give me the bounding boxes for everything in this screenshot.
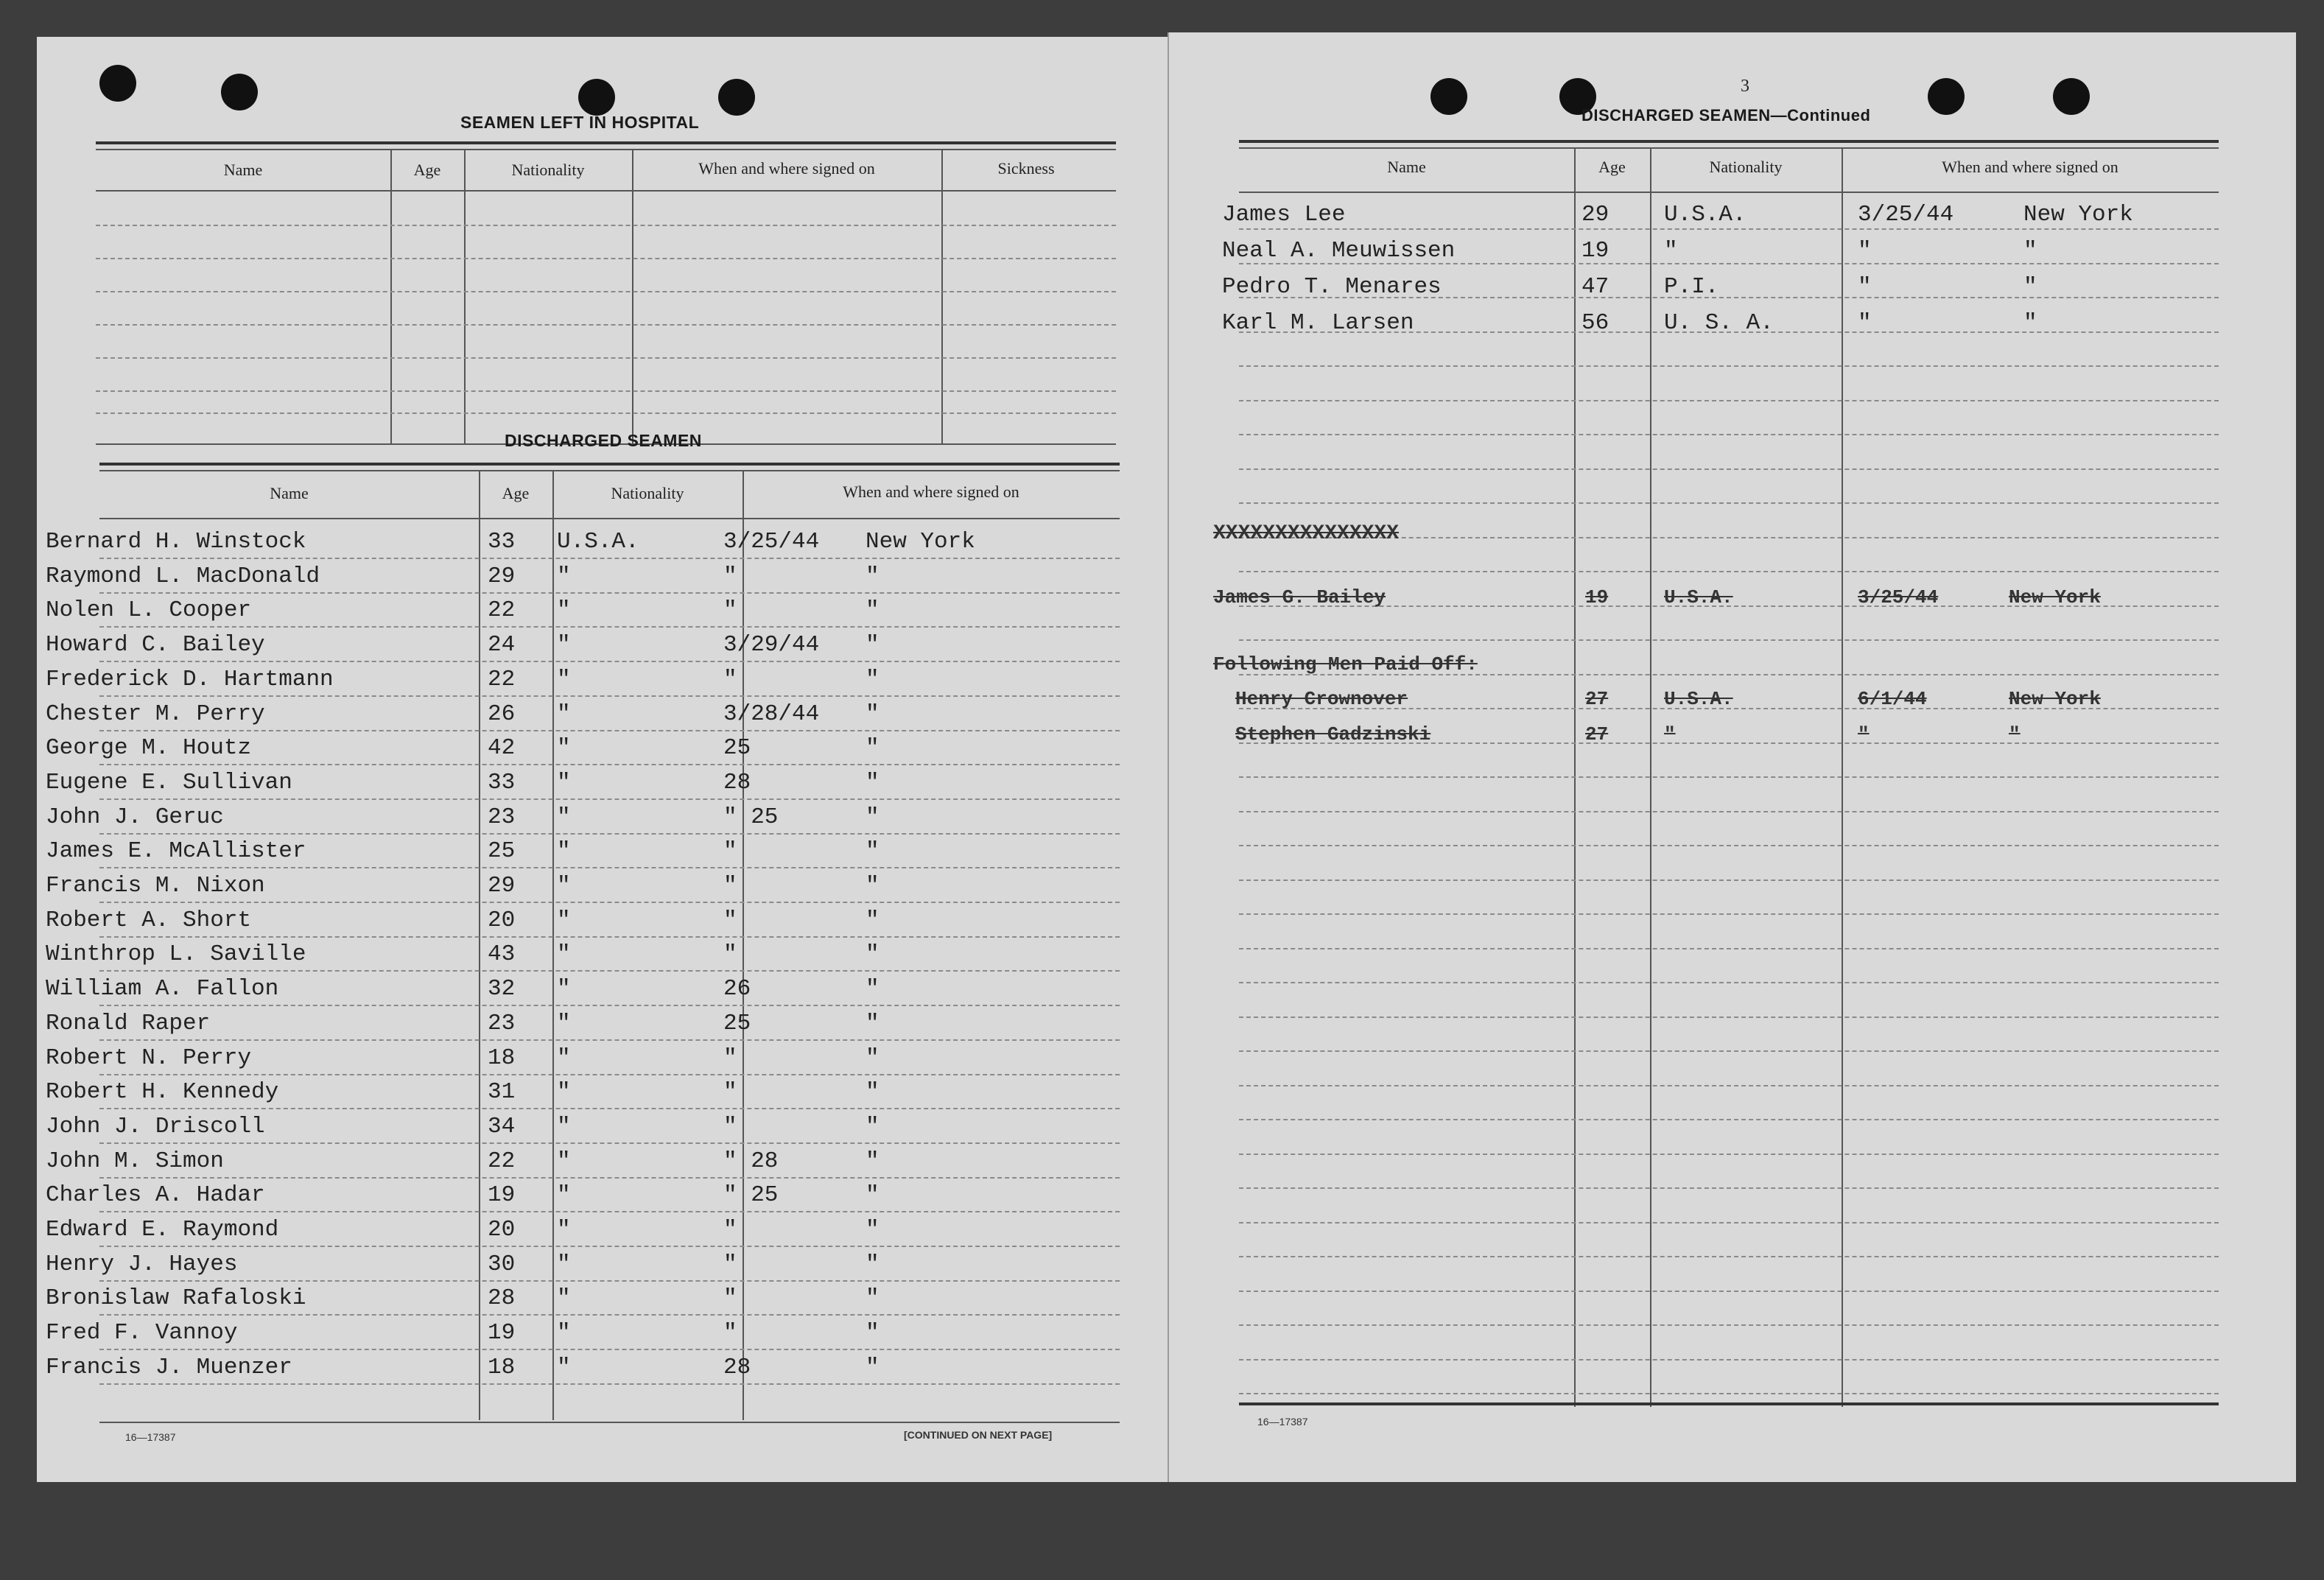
signed-on-date: " — [723, 941, 737, 968]
seaman-nationality: " — [557, 1217, 571, 1243]
signed-on-date: " — [723, 907, 737, 933]
seaman-nationality: " — [557, 804, 571, 830]
seaman-age: 34 — [488, 1113, 516, 1140]
seaman-name: Bronislaw Rafaloski — [46, 1285, 306, 1312]
struck-place: New York — [2009, 688, 2101, 710]
signed-on-date: " 25 — [723, 1182, 779, 1209]
seaman-age: 23 — [488, 804, 516, 830]
seaman-age: 31 — [488, 1079, 516, 1106]
seaman-name: Edward E. Raymond — [46, 1217, 279, 1243]
signed-on-place: " — [866, 976, 880, 1003]
seaman-age: 19 — [488, 1320, 516, 1346]
seaman-age: 24 — [488, 632, 516, 659]
seaman-age: 33 — [488, 529, 516, 555]
seaman-nationality: " — [557, 838, 571, 865]
seaman-nationality: U.S.A. — [557, 529, 639, 555]
punch-hole — [2053, 78, 2090, 115]
hospital-header-name: Name — [223, 161, 263, 179]
seaman-nationality: P.I. — [1664, 274, 1719, 300]
signed-on-date: " — [723, 1320, 737, 1346]
seaman-nationality: " — [557, 735, 571, 762]
seaman-name: Eugene E. Sullivan — [46, 769, 292, 796]
hospital-header-when: When and where signed on — [698, 159, 875, 178]
struck-nationality: " — [1664, 723, 1676, 745]
seaman-name: George M. Houtz — [46, 735, 252, 762]
struck-age: 27 — [1585, 688, 1609, 710]
hospital-header-sickness: Sickness — [997, 159, 1055, 178]
form-number: 16—17387 — [125, 1431, 176, 1443]
signed-on-place: " — [866, 1354, 880, 1380]
seaman-name: Francis J. Muenzer — [46, 1354, 292, 1380]
seaman-age: 33 — [488, 769, 516, 796]
struck-age: 19 — [1585, 586, 1609, 608]
seaman-name: Robert N. Perry — [46, 1044, 252, 1071]
punch-hole — [99, 65, 136, 102]
seaman-nationality: U. S. A. — [1664, 310, 1774, 336]
signed-on-date: " — [723, 873, 737, 899]
seaman-age: 18 — [488, 1044, 516, 1071]
seaman-name: John J. Driscoll — [46, 1113, 265, 1140]
signed-on-date: 26 — [723, 976, 751, 1003]
seaman-nationality: " — [557, 1044, 571, 1071]
seaman-age: 22 — [488, 597, 516, 624]
seaman-nationality: " — [557, 1113, 571, 1140]
seaman-name: John M. Simon — [46, 1148, 224, 1174]
seaman-nationality: " — [557, 976, 571, 1003]
punch-hole — [578, 79, 615, 116]
right-header-age: Age — [1598, 158, 1626, 176]
right-page — [1168, 32, 2296, 1482]
signed-on-date: " — [723, 1079, 737, 1106]
seaman-nationality: " — [557, 1079, 571, 1106]
seaman-age: 19 — [488, 1182, 516, 1209]
signed-on-place: " — [866, 563, 880, 589]
signed-on-date: " — [723, 563, 737, 589]
seaman-age: 30 — [488, 1251, 516, 1277]
seaman-age: 26 — [488, 701, 516, 727]
signed-on-place: " — [866, 1079, 880, 1106]
seaman-name: Fred F. Vannoy — [46, 1320, 238, 1346]
seaman-name: Ronald Raper — [46, 1010, 211, 1036]
seaman-nationality: " — [557, 769, 571, 796]
signed-on-date: " — [723, 1251, 737, 1277]
signed-on-date: 25 — [723, 735, 751, 762]
signed-on-date: 3/28/44 — [723, 701, 820, 727]
continued-title: DISCHARGED SEAMEN—Continued — [1581, 106, 1871, 124]
signed-on-date: " — [723, 1044, 737, 1071]
hospital-header-age: Age — [413, 161, 441, 179]
right-header-name: Name — [1387, 158, 1426, 176]
hospital-title: SEAMEN LEFT IN HOSPITAL — [460, 113, 700, 132]
punch-hole — [718, 79, 755, 116]
seaman-age: 32 — [488, 976, 516, 1003]
seaman-age: 29 — [1581, 202, 1609, 228]
seaman-age: 29 — [488, 873, 516, 899]
struck-nationality: U.S.A. — [1664, 586, 1733, 608]
seaman-name: Pedro T. Menares — [1222, 274, 1442, 300]
right-header-nationality: Nationality — [1709, 158, 1783, 176]
seaman-name: Robert A. Short — [46, 907, 252, 933]
signed-on-place: " — [866, 1113, 880, 1140]
seaman-name: Raymond L. MacDonald — [46, 563, 320, 589]
signed-on-place: " — [2023, 238, 2037, 264]
signed-on-place: " — [866, 1217, 880, 1243]
punch-hole — [1928, 78, 1965, 115]
form-number: 16—17387 — [1257, 1416, 1308, 1428]
seaman-age: 18 — [488, 1354, 516, 1380]
signed-on-date: 3/29/44 — [723, 632, 820, 659]
discharged-title: DISCHARGED SEAMEN — [505, 431, 702, 450]
seaman-age: 56 — [1581, 310, 1609, 336]
seaman-name: Winthrop L. Saville — [46, 941, 306, 968]
seaman-nationality: " — [557, 597, 571, 624]
seaman-age: 19 — [1581, 238, 1609, 264]
signed-on-place: " — [866, 632, 880, 659]
seaman-nationality: " — [557, 1285, 571, 1312]
seaman-name: William A. Fallon — [46, 976, 279, 1003]
seaman-age: 42 — [488, 735, 516, 762]
signed-on-place: " — [866, 735, 880, 762]
signed-on-place: " — [866, 769, 880, 796]
punch-hole — [221, 74, 258, 110]
discharged-header-name: Name — [270, 484, 309, 502]
signed-on-date: 3/25/44 — [1858, 202, 1954, 228]
discharged-header-nationality: Nationality — [611, 484, 684, 502]
signed-on-place: " — [866, 1044, 880, 1071]
seaman-nationality: " — [557, 632, 571, 659]
signed-on-date: " — [723, 838, 737, 865]
signed-on-date: 25 — [723, 1010, 751, 1036]
signed-on-place: " — [866, 941, 880, 968]
struck-nationality: U.S.A. — [1664, 688, 1733, 710]
seaman-name: Chester M. Perry — [46, 701, 265, 727]
seaman-age: 43 — [488, 941, 516, 968]
seaman-nationality: " — [557, 1010, 571, 1036]
left-page — [37, 37, 1168, 1482]
struck-name: Henry Crownover — [1235, 688, 1408, 710]
page-number: 3 — [1741, 77, 1749, 96]
signed-on-date: " 28 — [723, 1148, 779, 1174]
continued-note: [CONTINUED ON NEXT PAGE] — [904, 1429, 1053, 1441]
seaman-nationality: " — [557, 1320, 571, 1346]
seaman-name: Frederick D. Hartmann — [46, 666, 334, 692]
hospital-header-nationality: Nationality — [511, 161, 585, 179]
discharged-header-when: When and where signed on — [843, 482, 1019, 501]
punch-hole — [1430, 78, 1467, 115]
struck-name: Stephen Gadzinski — [1235, 723, 1431, 745]
seaman-name: Charles A. Hadar — [46, 1182, 265, 1209]
seaman-age: 23 — [488, 1010, 516, 1036]
struck-header: XXXXXXXXXXXXXXX — [1213, 522, 1400, 545]
signed-on-date: " — [1858, 310, 1872, 336]
seaman-name: Robert H. Kennedy — [46, 1079, 279, 1106]
seaman-name: Francis M. Nixon — [46, 873, 265, 899]
signed-on-date: " — [723, 1217, 737, 1243]
signed-on-place: " — [866, 1285, 880, 1312]
signed-on-place: " — [2023, 274, 2037, 300]
signed-on-place: " — [866, 838, 880, 865]
signed-on-place: " — [2023, 310, 2037, 336]
signed-on-place: " — [866, 1251, 880, 1277]
struck-name: Following Men Paid Off: — [1213, 653, 1478, 675]
struck-name: James G. Bailey — [1213, 586, 1386, 608]
seaman-nationality: " — [557, 666, 571, 692]
seaman-nationality: " — [557, 1148, 571, 1174]
signed-on-place: " — [866, 907, 880, 933]
seaman-age: 20 — [488, 1217, 516, 1243]
discharged-header-age: Age — [502, 484, 530, 502]
struck-place: New York — [2009, 586, 2101, 608]
seaman-age: 47 — [1581, 274, 1609, 300]
signed-on-place: " — [866, 1320, 880, 1346]
seaman-nationality: U.S.A. — [1664, 202, 1746, 228]
seaman-age: 28 — [488, 1285, 516, 1312]
seaman-nationality: " — [557, 1251, 571, 1277]
seaman-name: Karl M. Larsen — [1222, 310, 1414, 336]
struck-date: 6/1/44 — [1858, 688, 1927, 710]
struck-date: " — [1858, 723, 1870, 745]
struck-place: " — [2009, 723, 2021, 745]
signed-on-date: " — [1858, 238, 1872, 264]
signed-on-place: " — [866, 1148, 880, 1174]
signed-on-place: New York — [2023, 202, 2133, 228]
signed-on-place: " — [866, 1010, 880, 1036]
seaman-name: John J. Geruc — [46, 804, 224, 830]
seaman-name: Neal A. Meuwissen — [1222, 238, 1456, 264]
signed-on-date: 28 — [723, 1354, 751, 1380]
seaman-nationality: " — [557, 701, 571, 727]
signed-on-place: " — [866, 1182, 880, 1209]
signed-on-place: " — [866, 666, 880, 692]
seaman-age: 22 — [488, 666, 516, 692]
seaman-nationality: " — [557, 873, 571, 899]
seaman-name: Nolen L. Cooper — [46, 597, 252, 624]
seaman-name: Bernard H. Winstock — [46, 529, 306, 555]
seaman-nationality: " — [557, 563, 571, 589]
signed-on-place: " — [866, 873, 880, 899]
seaman-age: 29 — [488, 563, 516, 589]
signed-on-date: " — [723, 1285, 737, 1312]
seaman-nationality: " — [557, 907, 571, 933]
signed-on-date: " — [723, 1113, 737, 1140]
seaman-name: James E. McAllister — [46, 838, 306, 865]
seaman-nationality: " — [557, 1182, 571, 1209]
right-header-when: When and where signed on — [1942, 158, 2118, 176]
signed-on-date: 3/25/44 — [723, 529, 820, 555]
struck-date: 3/25/44 — [1858, 586, 1939, 608]
signed-on-date: " — [723, 597, 737, 624]
seaman-name: Howard C. Bailey — [46, 632, 265, 659]
seaman-age: 25 — [488, 838, 516, 865]
signed-on-date: " — [723, 666, 737, 692]
signed-on-date: 28 — [723, 769, 751, 796]
seaman-age: 22 — [488, 1148, 516, 1174]
signed-on-place: " — [866, 597, 880, 624]
seaman-nationality: " — [557, 1354, 571, 1380]
seaman-name: Henry J. Hayes — [46, 1251, 238, 1277]
signed-on-place: " — [866, 701, 880, 727]
signed-on-date: " — [1858, 274, 1872, 300]
seaman-nationality: " — [1664, 238, 1678, 264]
struck-age: 27 — [1585, 723, 1609, 745]
signed-on-date: " 25 — [723, 804, 779, 830]
seaman-nationality: " — [557, 941, 571, 968]
seaman-name: James Lee — [1222, 202, 1346, 228]
signed-on-place: " — [866, 804, 880, 830]
seaman-age: 20 — [488, 907, 516, 933]
signed-on-place: New York — [866, 529, 975, 555]
